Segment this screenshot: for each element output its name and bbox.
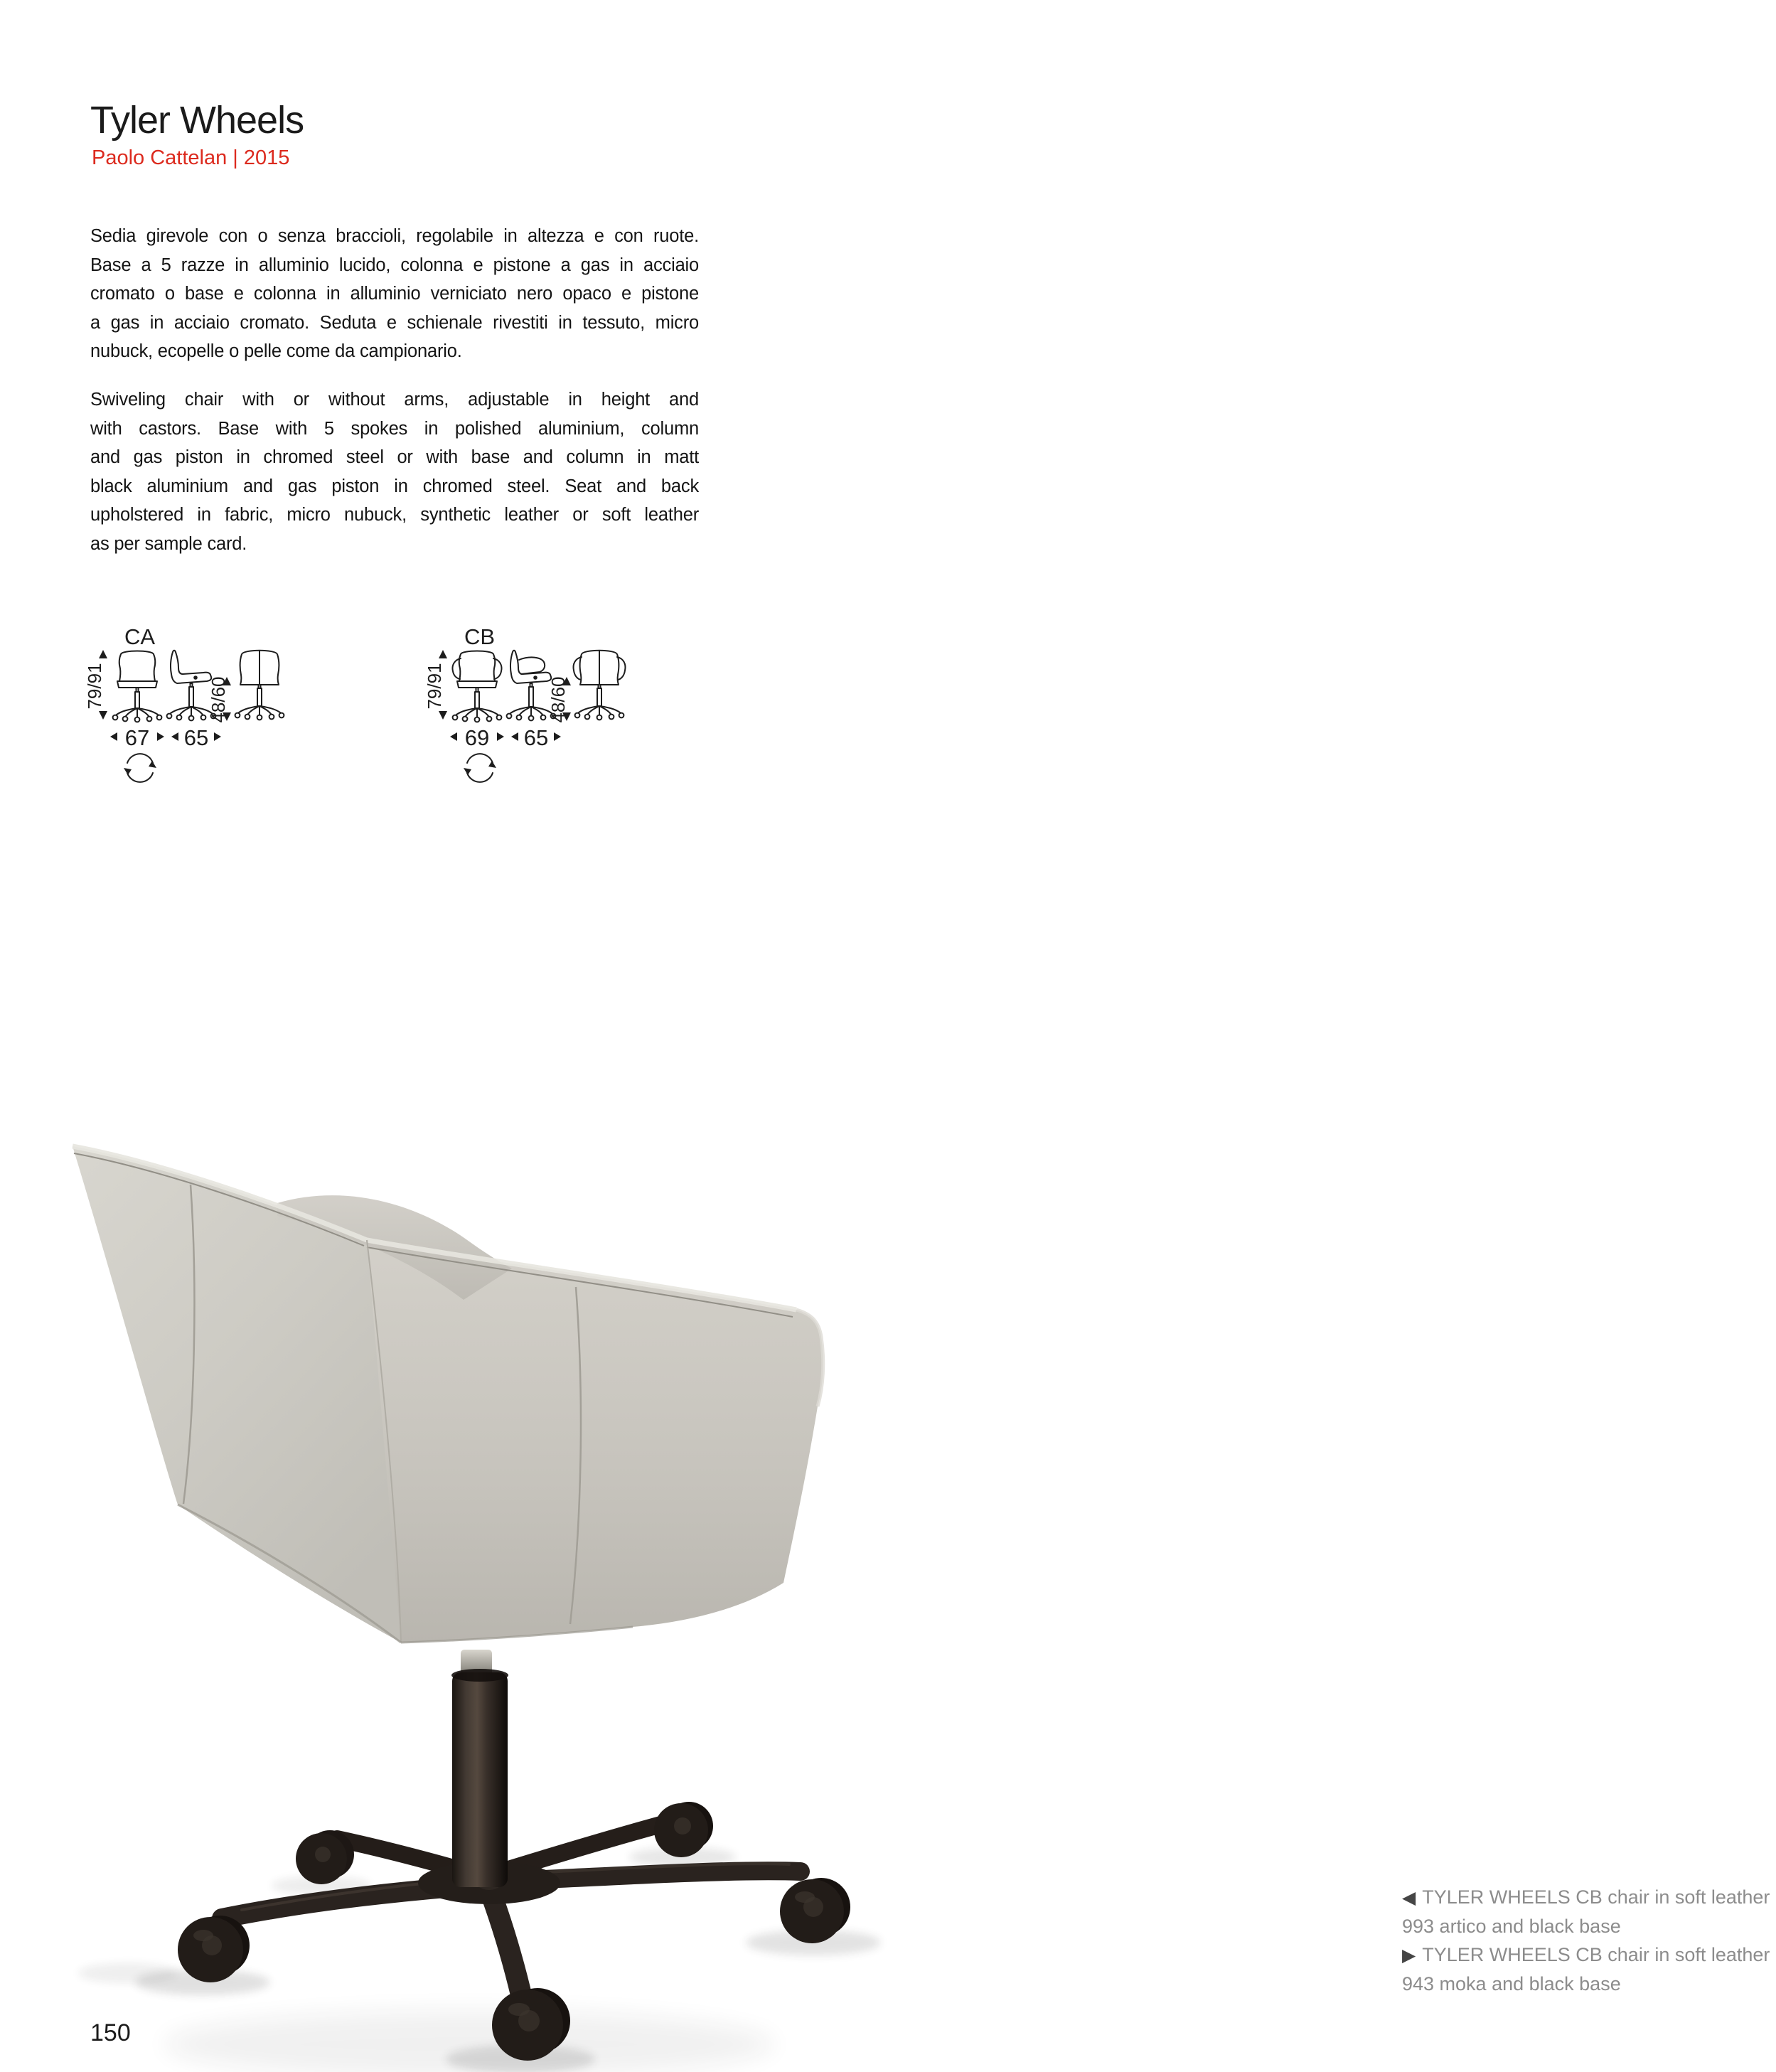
paragraph-line: cromato o base e colonna in alluminio verniciato nero opaco e pistone [90,284,699,304]
overall-height-dim: 79/91 [84,663,105,710]
caption-line [1402,1883,1770,1912]
product-photo [43,1116,896,2072]
paragraph-line: upholstered in fabric, micro nubuck, synthetic leather or soft leather [90,505,699,525]
caption-title: TYLER WHEELS CB chair in soft leather [1422,1944,1770,1965]
width-dim: 67 [124,725,150,750]
width-dim: 69 [464,725,490,750]
gas-lift-column [451,1650,508,1887]
paragraph-line: a gas in acciaio cromato. Seduta e schienale rivestiti in tessuto, micro [90,312,699,333]
seat-height-dim: 48/60 [547,676,569,723]
diagram-code-label: CB [464,624,496,649]
paragraph-line: with castors. Base with 5 spokes in polished aluminium, column [90,418,699,439]
designer-year-line: Paolo Cattelan | 2015 [92,146,290,169]
paragraph-line: and gas piston in chromed steel or with base and column in matt [90,447,699,468]
rotation-icon [127,754,153,763]
rotation-icon [467,754,493,763]
diagram-ca-drawing [82,617,423,831]
paragraph-line: Base a 5 razze in alluminio lucido, colonna e pistone a gas in acciaio [90,255,699,275]
dimension-diagrams [82,617,864,838]
photo-caption [1402,1883,1770,1998]
caption-finish: 943 moka and black base [1402,1973,1621,1994]
paragraph-italian [90,222,699,366]
paragraph-line: nubuck, ecopelle o pelle come da campionario. [90,341,462,362]
left-arrow-icon: ◀ [1402,1887,1416,1908]
paragraph-line: Swiveling chair with or without arms, adjustable in height and [90,390,699,410]
chair-photo-illustration [43,1116,896,2072]
diagram-cb-drawing [422,617,763,831]
paragraph-line: as per sample card. [90,533,247,554]
diagram-code-label: CA [124,624,156,649]
caption-finish: 993 artico and black base [1402,1916,1621,1937]
page-title: Tyler Wheels [90,99,304,141]
overall-height-dim: 79/91 [424,663,445,710]
seat-height-dim: 48/60 [208,676,229,723]
caption-line [1402,1940,1770,1970]
caption-title: TYLER WHEELS CB chair in soft leather [1422,1886,1770,1908]
depth-dim: 65 [523,725,549,750]
paragraph-line: black aluminium and gas piston in chromed steel. Seat and back [90,476,699,496]
depth-dim: 65 [183,725,209,750]
right-arrow-icon: ▶ [1402,1945,1416,1965]
diagram-cb [422,617,763,834]
page-number: 150 [90,2019,131,2046]
paragraph-english [90,385,699,559]
paragraph-line: Sedia girevole con o senza braccioli, regolabile in altezza e con ruote. [90,226,699,246]
diagram-ca [82,617,423,834]
chair-shell [73,1146,823,1643]
